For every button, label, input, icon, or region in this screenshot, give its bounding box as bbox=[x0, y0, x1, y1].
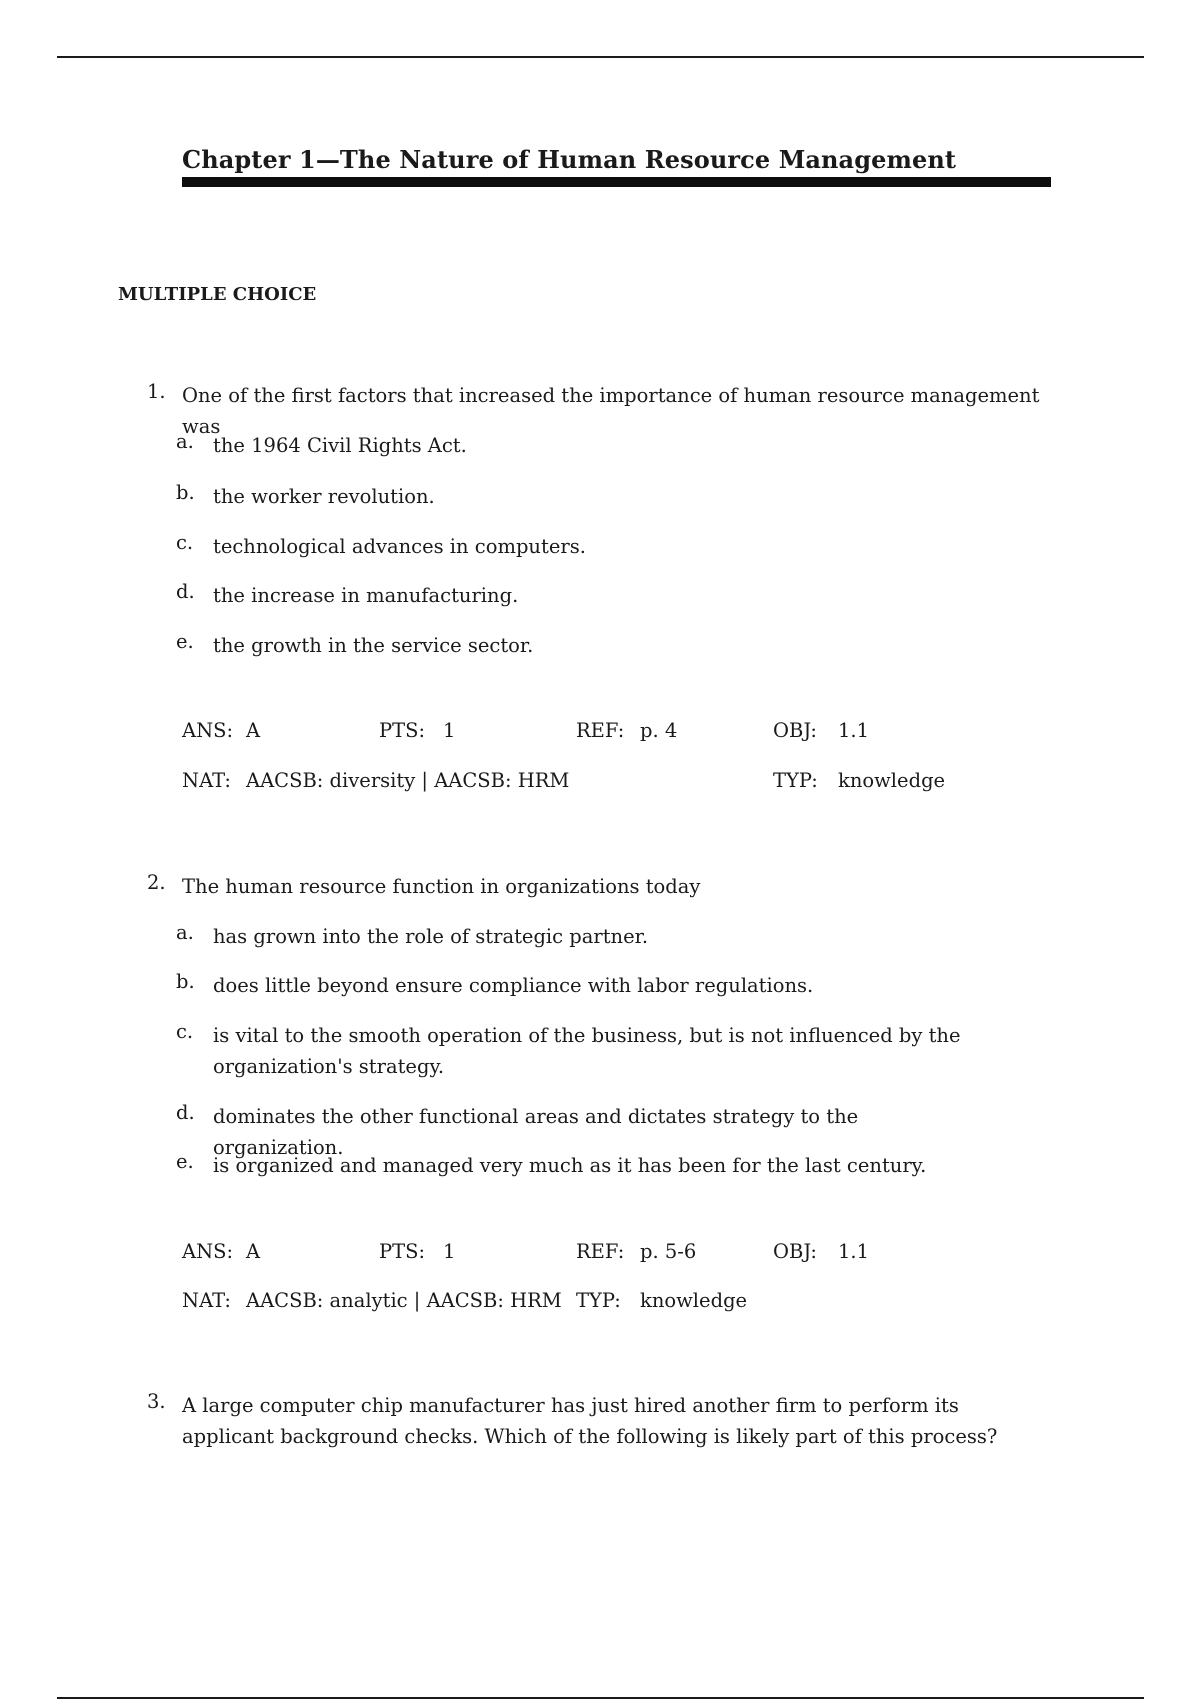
option-text: the worker revolution. bbox=[213, 485, 435, 508]
question-text: A large computer chip manufacturer has just hired another firm to perform its applicant background checks. Which of the following is likely part of this process? bbox=[182, 1394, 998, 1448]
ref-label: REF: bbox=[576, 1240, 625, 1263]
ans-value: A bbox=[246, 1240, 261, 1263]
option-text: has grown into the role of strategic partner. bbox=[213, 925, 649, 948]
ref-value: p. 5-6 bbox=[640, 1240, 697, 1263]
obj-value: 1.1 bbox=[838, 1240, 870, 1263]
typ-value: knowledge bbox=[640, 1289, 748, 1312]
option-letter: a. bbox=[176, 430, 194, 453]
chapter-title-underline bbox=[182, 177, 1051, 187]
obj-label: OBJ: bbox=[773, 1240, 817, 1263]
option-letter: c. bbox=[176, 531, 194, 554]
pts-label: PTS: bbox=[379, 719, 426, 742]
option-letter: e. bbox=[176, 630, 194, 653]
typ-label: TYP: bbox=[773, 769, 818, 792]
pts-value: 1 bbox=[443, 1240, 456, 1263]
pts-value: 1 bbox=[443, 719, 456, 742]
pts-label: PTS: bbox=[379, 1240, 426, 1263]
ans-value: A bbox=[246, 719, 261, 742]
ref-label: REF: bbox=[576, 719, 625, 742]
question-number: 3. bbox=[147, 1390, 166, 1413]
nat-label: NAT: bbox=[182, 769, 231, 792]
option-letter: b. bbox=[176, 970, 195, 993]
nat-value: AACSB: analytic | AACSB: HRM bbox=[246, 1289, 562, 1312]
ans-label: ANS: bbox=[182, 1240, 234, 1263]
option-text: technological advances in computers. bbox=[213, 535, 586, 558]
typ-value: knowledge bbox=[838, 769, 946, 792]
section-heading: MULTIPLE CHOICE bbox=[118, 284, 317, 305]
ans-label: ANS: bbox=[182, 719, 234, 742]
chapter-title: Chapter 1—The Nature of Human Resource Management bbox=[182, 145, 957, 174]
option-letter: c. bbox=[176, 1020, 194, 1043]
question-number: 2. bbox=[147, 871, 166, 894]
option-text: the increase in manufacturing. bbox=[213, 584, 519, 607]
option-text: is vital to the smooth operation of the business, but is not influenced by the organization's strategy. bbox=[213, 1024, 961, 1078]
nat-label: NAT: bbox=[182, 1289, 231, 1312]
option-letter: d. bbox=[176, 1101, 195, 1124]
nat-value: AACSB: diversity | AACSB: HRM bbox=[246, 769, 570, 792]
ref-value: p. 4 bbox=[640, 719, 678, 742]
option-text: the 1964 Civil Rights Act. bbox=[213, 434, 467, 457]
question-text: The human resource function in organizations today bbox=[182, 875, 701, 898]
option-text: the growth in the service sector. bbox=[213, 634, 534, 657]
question-number: 1. bbox=[147, 380, 166, 403]
top-rule bbox=[57, 56, 1144, 58]
option-letter: b. bbox=[176, 481, 195, 504]
option-letter: d. bbox=[176, 580, 195, 603]
option-letter: e. bbox=[176, 1150, 194, 1173]
obj-label: OBJ: bbox=[773, 719, 817, 742]
option-letter: a. bbox=[176, 921, 194, 944]
typ-label: TYP: bbox=[576, 1289, 621, 1312]
option-text: dominates the other functional areas and dictates strategy to the organization. bbox=[213, 1105, 859, 1159]
option-text: is organized and managed very much as it has been for the last century. bbox=[213, 1154, 927, 1177]
question-text: One of the first factors that increased the importance of human resource management was bbox=[182, 384, 1040, 438]
option-text: does little beyond ensure compliance with labor regulations. bbox=[213, 974, 814, 997]
obj-value: 1.1 bbox=[838, 719, 870, 742]
bottom-rule bbox=[57, 1697, 1144, 1699]
